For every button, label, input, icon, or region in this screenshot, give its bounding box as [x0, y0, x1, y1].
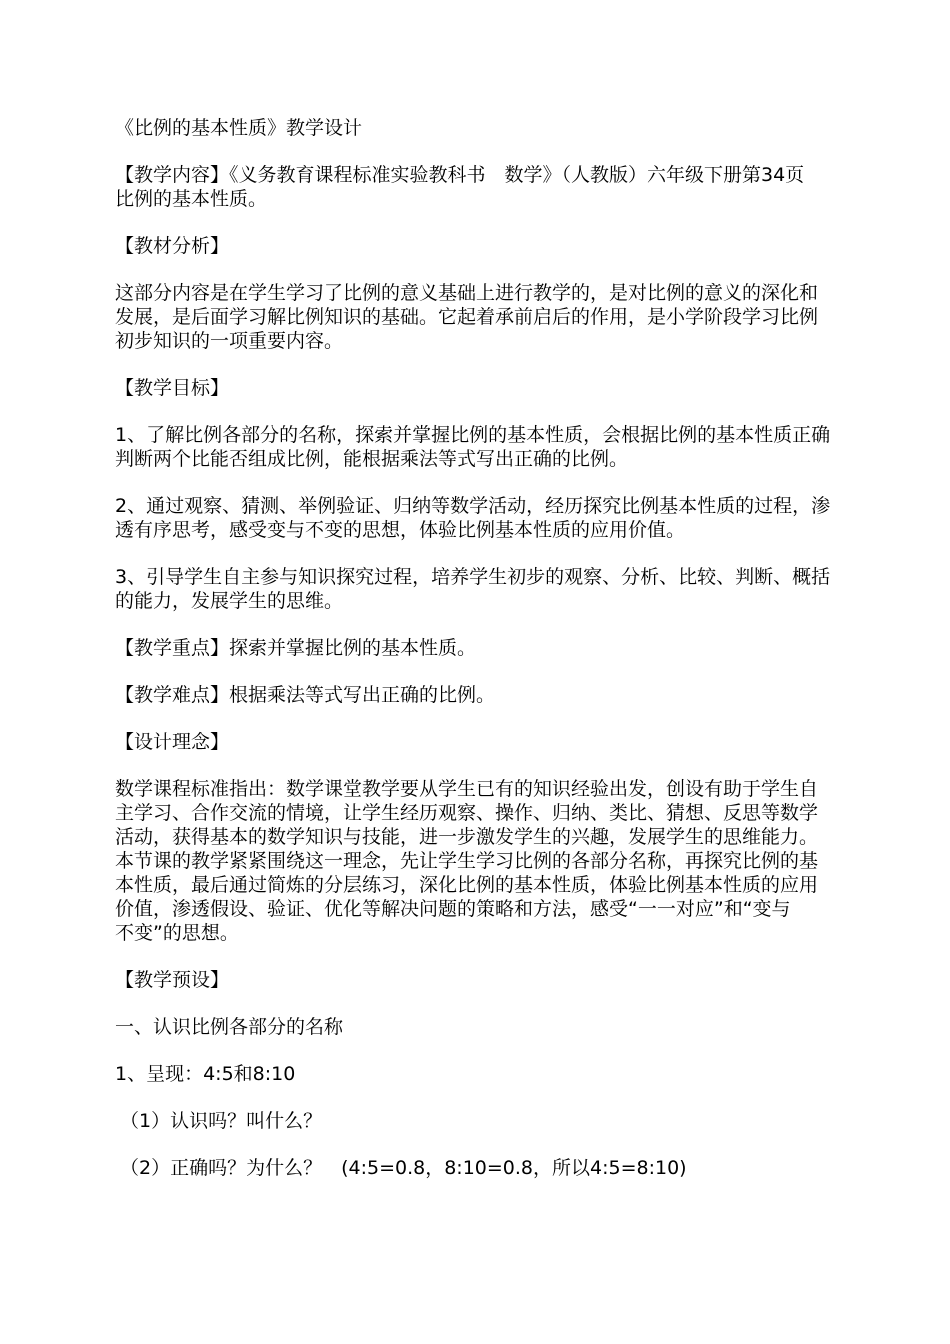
teaching-content-line: 【教学内容】《义务教育课程标准实验教科书 数学》（人教版）六年级下册第34页: [115, 164, 805, 186]
analysis-paragraph: [115, 281, 835, 353]
preset-heading: 【教学预设】: [115, 969, 230, 991]
concept-heading: 【设计理念】: [115, 731, 230, 753]
concept-line: 活动，获得基本的数学知识与技能，进一步激发学生的兴趣，发展学生的思维能力。: [115, 826, 819, 848]
goals-heading: 【教学目标】: [115, 377, 230, 399]
document-title: 《比例的基本性质》教学设计: [115, 117, 363, 139]
concept-line: 不变”的思想。: [115, 922, 239, 944]
goal-line: 的能力，发展学生的思维。: [115, 590, 344, 612]
concept-line: 价值，渗透假设、验证、优化等解决问题的策略和方法，感受“一一对应”和“变与: [115, 898, 791, 920]
analysis-line: 发展，是后面学习解比例知识的基础。它起着承前启后的作用，是小学阶段学习比例: [115, 306, 819, 328]
difficulty-point: 【教学难点】根据乘法等式写出正确的比例。: [115, 684, 496, 706]
analysis-line: 这部分内容是在学生学习了比例的意义基础上进行教学的，是对比例的意义的深化和: [115, 282, 819, 304]
analysis-heading: 【教材分析】: [115, 235, 230, 257]
goal-item-2: [115, 494, 835, 542]
question-item: （2）正确吗？为什么？ (4:5=0.8，8:10=0.8，所以4:5=8:10): [120, 1157, 687, 1179]
teaching-content: [115, 163, 835, 211]
goal-line: 透有序思考，感受变与不变的思想，体验比例基本性质的应用价值。: [115, 519, 686, 541]
concept-line: 本性质，最后通过简炼的分层练习，深化比例的基本性质，体验比例基本性质的应用: [115, 874, 819, 896]
goal-line: 3、引导学生自主参与知识探究过程，培养学生初步的观察、分析、比较、判断、概括: [115, 566, 831, 588]
goal-line: 2、通过观察、猜测、举例验证、归纳等数学活动，经历探究比例基本性质的过程，渗: [115, 495, 831, 517]
concept-paragraph: [115, 777, 835, 945]
concept-line: 主学习、合作交流的情境，让学生经历观察、操作、归纳、类比、猜想、反思等数学: [115, 802, 819, 824]
goal-line: 1、了解比例各部分的名称，探索并掌握比例的基本性质，会根据比例的基本性质正确: [115, 424, 831, 446]
goal-line: 判断两个比能否组成比例，能根据乘法等式写出正确的比例。: [115, 448, 629, 470]
goal-item-3: [115, 565, 835, 613]
step-item: 1、呈现：4:5和8:10: [115, 1063, 296, 1085]
document-page: [115, 116, 835, 1180]
concept-line: 数学课程标准指出：数学课堂教学要从学生已有的知识经验出发，创设有助于学生自: [115, 778, 819, 800]
analysis-line: 初步知识的一项重要内容。: [115, 330, 344, 352]
teaching-content-line: 比例的基本性质。: [115, 188, 268, 210]
question-item: （1）认识吗？叫什么？: [120, 1110, 323, 1132]
key-point: 【教学重点】探索并掌握比例的基本性质。: [115, 637, 477, 659]
section-title: 一、认识比例各部分的名称: [115, 1016, 344, 1038]
goal-item-1: [115, 423, 835, 471]
concept-line: 本节课的教学紧紧围绕这一理念，先让学生学习比例的各部分名称，再探究比例的基: [115, 850, 819, 872]
